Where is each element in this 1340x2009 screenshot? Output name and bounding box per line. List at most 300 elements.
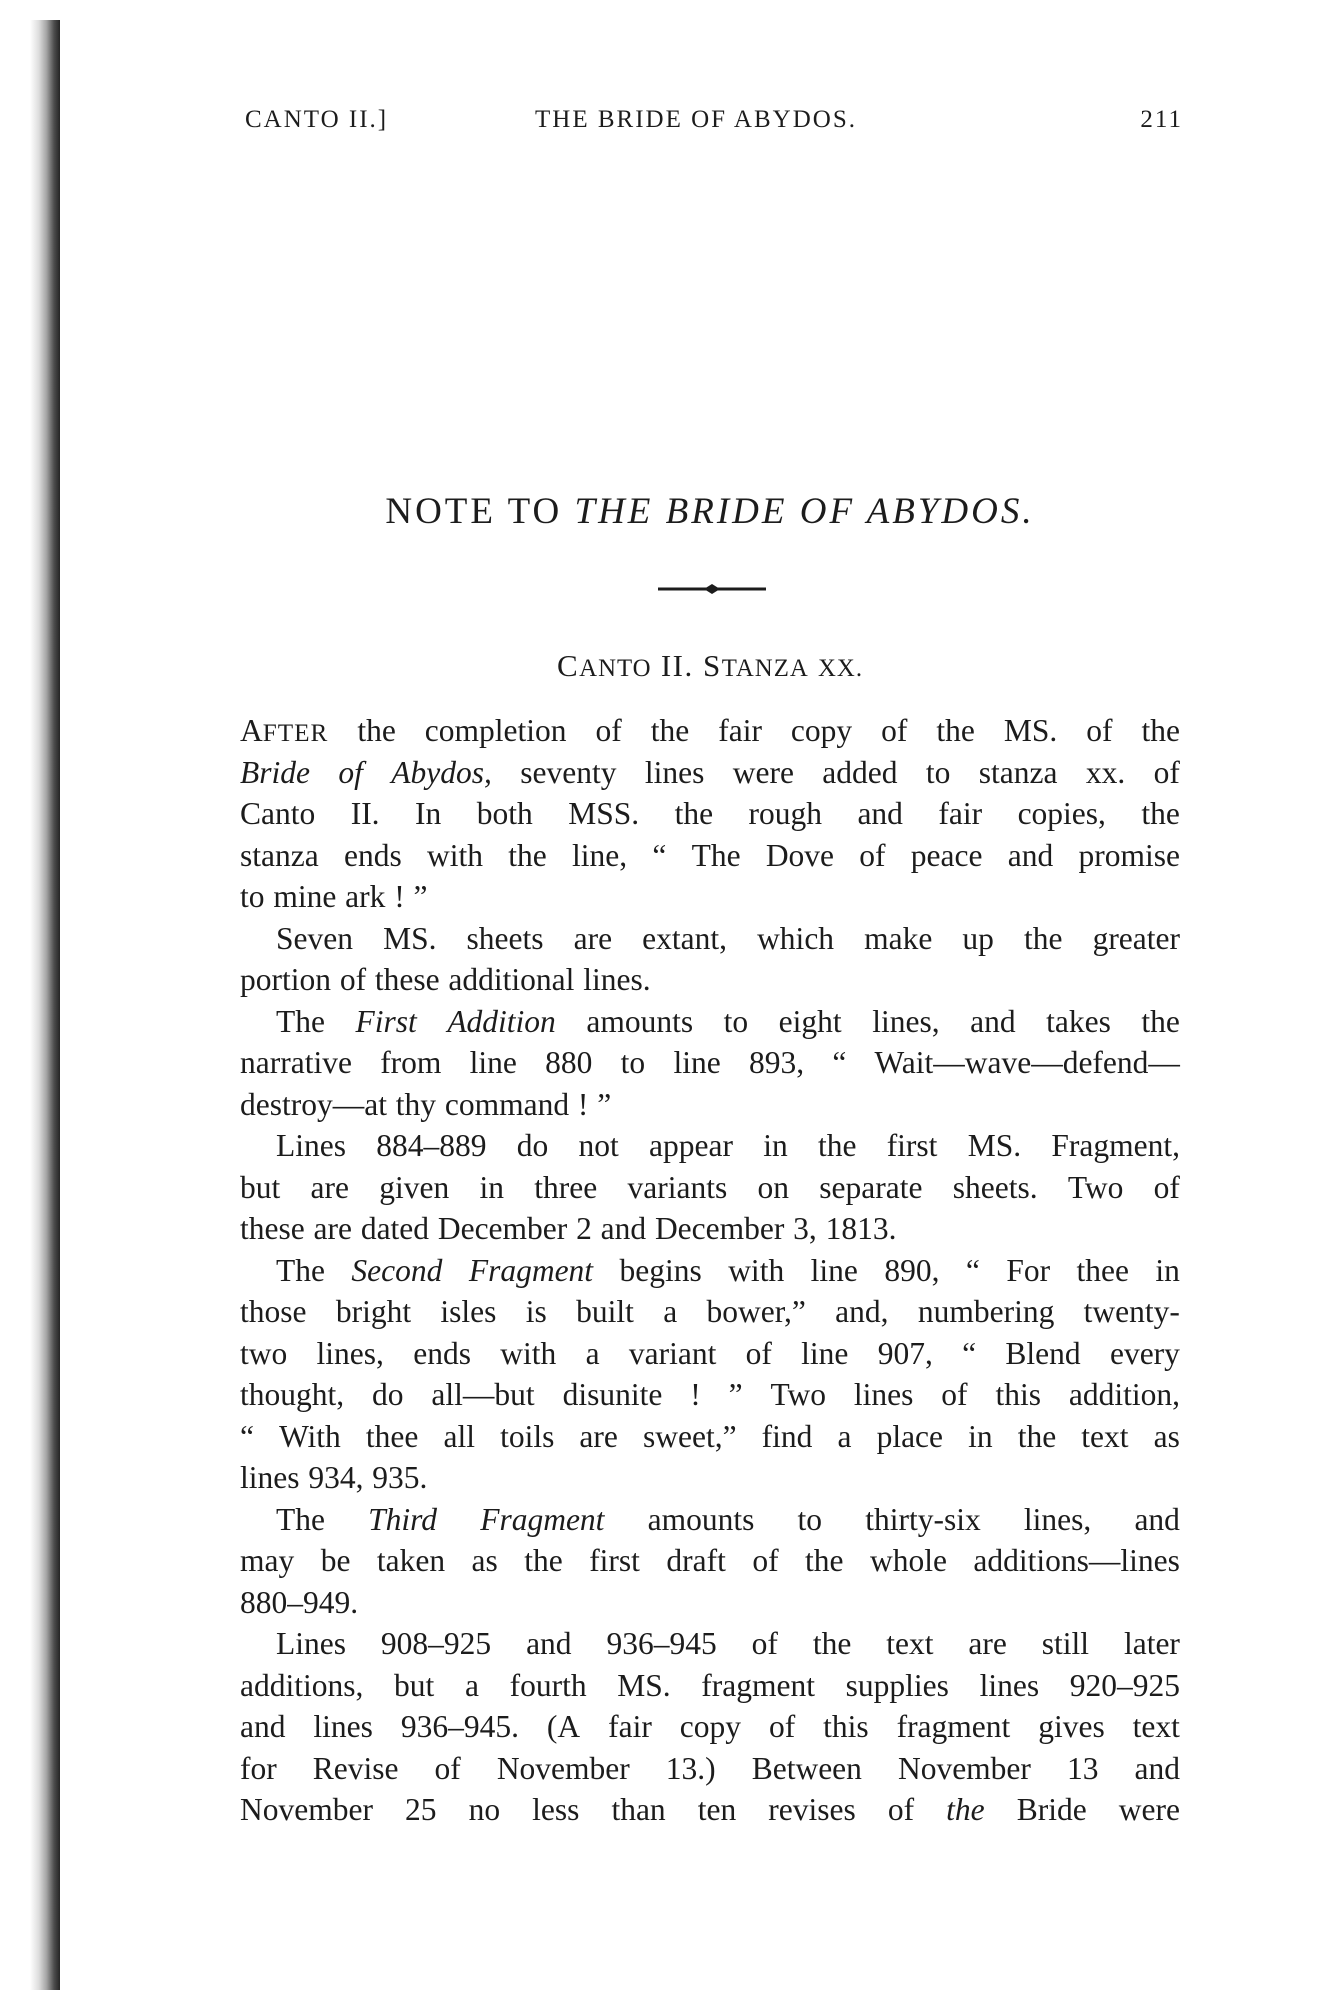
word: Third [368, 1501, 438, 1537]
word: November [897, 1750, 1031, 1786]
word: and [1007, 837, 1054, 873]
word: ends [413, 1335, 471, 1371]
word: ! [577, 1086, 589, 1122]
word: fair [938, 796, 983, 831]
word: supplies [845, 1667, 949, 1703]
text-line [240, 1499, 1180, 1541]
word: added [822, 754, 898, 790]
word: find [761, 1418, 813, 1454]
word: taken [376, 1543, 446, 1578]
word: draft [666, 1543, 726, 1578]
word: “ [965, 1252, 980, 1288]
word: MS. [617, 1667, 671, 1703]
word: stanza [240, 837, 319, 873]
word: 3, [793, 1211, 817, 1246]
word: be [320, 1543, 351, 1578]
word: and [857, 796, 903, 831]
word: but [394, 1667, 435, 1703]
word: not [578, 1128, 619, 1163]
word: in [479, 1169, 505, 1205]
word: these [374, 962, 440, 997]
text-line [240, 1084, 1180, 1126]
word: 880–949. [240, 1584, 359, 1620]
word: of [1153, 1169, 1180, 1205]
word: separate [819, 1169, 923, 1205]
word: and [1134, 1750, 1180, 1786]
word: disunite [562, 1377, 663, 1412]
word: 884–889 [376, 1128, 487, 1163]
word: In [415, 796, 442, 831]
word: make [864, 920, 933, 956]
word: Blend [1005, 1335, 1081, 1371]
word: The [276, 1501, 325, 1537]
word: is [525, 1294, 547, 1329]
word: 1813. [825, 1211, 897, 1246]
paragraph [240, 1499, 1180, 1624]
word: were [1118, 1792, 1180, 1827]
word: 907, [877, 1335, 933, 1371]
word: lines, [1023, 1501, 1092, 1537]
word: with [426, 837, 483, 873]
word: takes [1046, 1003, 1111, 1039]
word: two [240, 1335, 288, 1371]
word: Wait—wave—defend— [874, 1045, 1180, 1080]
word: line [469, 1045, 517, 1080]
word: lines, [316, 1335, 384, 1371]
note-title [240, 490, 1180, 533]
word: the [357, 713, 396, 748]
word: gives [1038, 1709, 1105, 1744]
word: Lines [276, 1626, 346, 1661]
word: both [476, 796, 533, 831]
word: of [881, 713, 908, 748]
word: fragment [896, 1709, 1011, 1744]
word: of [941, 1377, 968, 1412]
word: of [745, 1335, 772, 1371]
word: first [886, 1128, 938, 1163]
word: December [654, 1211, 785, 1246]
word: lines, [872, 1003, 940, 1039]
word: the [812, 1626, 852, 1661]
word: MSS. [568, 796, 640, 831]
word: to [797, 1501, 823, 1537]
word: are [579, 1418, 618, 1454]
word: copy [679, 1709, 741, 1744]
word: thirty-six [865, 1501, 981, 1537]
word: are [310, 1169, 349, 1205]
text-line [240, 1208, 1180, 1250]
word: variants [627, 1169, 728, 1205]
word: Between [751, 1750, 862, 1786]
word: copy [790, 713, 853, 748]
word: of [751, 1626, 778, 1661]
word: portion [240, 962, 331, 997]
word: the [674, 796, 714, 831]
word: of [1153, 754, 1180, 790]
note-body [240, 710, 1180, 1831]
word: The [276, 1252, 325, 1288]
word: 893, [748, 1045, 805, 1080]
word: additions, [240, 1667, 364, 1703]
word: completion [424, 713, 567, 748]
word: ” [728, 1377, 743, 1412]
word: 13 [1066, 1750, 1099, 1786]
word: “ [832, 1045, 847, 1080]
word: with [728, 1252, 785, 1288]
word: as [1153, 1418, 1180, 1454]
stanza-heading [240, 648, 1180, 684]
text-line [240, 1001, 1180, 1043]
word: xx. [1085, 754, 1126, 790]
word: lines. [583, 962, 651, 997]
word: lines [853, 1377, 914, 1412]
word: appear [649, 1128, 733, 1163]
word: 936–945. [400, 1709, 519, 1744]
word: MS. [1003, 713, 1058, 748]
word: fragment [701, 1667, 815, 1703]
word: the [508, 837, 547, 873]
text-line [240, 1250, 1180, 1292]
word: ten [697, 1792, 737, 1827]
word: place [876, 1418, 944, 1454]
word: MS. [967, 1128, 1022, 1163]
header-section: CANTO II.] [245, 106, 389, 133]
word: 13.) [665, 1750, 716, 1786]
text-line [240, 876, 1180, 918]
word: Abydos, [391, 754, 492, 790]
canto-cap: C [556, 648, 580, 683]
word: fair [718, 713, 762, 748]
text-line [240, 1457, 1180, 1499]
word: with [500, 1335, 557, 1371]
word: a [663, 1294, 678, 1329]
word: First [355, 1003, 417, 1039]
word: sheets [466, 920, 544, 956]
word: the [650, 713, 690, 748]
word: lines [644, 754, 705, 790]
text-line [240, 1291, 1180, 1333]
word: text [1081, 1418, 1129, 1454]
word: the [1017, 1418, 1057, 1454]
canto-rest: ANTO [579, 655, 652, 682]
word: 25 [405, 1792, 437, 1827]
paragraph [240, 1250, 1180, 1499]
word: the [936, 713, 975, 748]
word: sweet,” [642, 1418, 737, 1454]
word: 2 [576, 1211, 592, 1246]
paragraph [240, 1623, 1180, 1831]
word: II. [350, 796, 380, 831]
word: whole [869, 1543, 947, 1578]
word: of [887, 1792, 915, 1827]
canto-number: II. [660, 648, 694, 683]
word: narrative [240, 1045, 352, 1080]
text-line [240, 793, 1180, 835]
word: of [338, 754, 363, 790]
word: line, [571, 837, 628, 873]
word: 880 [545, 1045, 593, 1080]
word: fourth [509, 1667, 587, 1703]
word: of [595, 713, 622, 748]
word: Lines [276, 1128, 346, 1163]
word: ” [597, 1086, 612, 1122]
text-line [240, 1789, 1180, 1831]
word: additional [448, 962, 575, 997]
word: in [968, 1418, 993, 1454]
word: AFTER [240, 713, 329, 748]
word: November [496, 1750, 630, 1786]
word: 908–925 [380, 1626, 492, 1661]
word: were [732, 754, 794, 790]
word: fair [608, 1709, 652, 1744]
word: dated [360, 1211, 430, 1246]
word: text [886, 1626, 934, 1661]
text-line [240, 1623, 1180, 1665]
word: on [757, 1169, 789, 1205]
word: are [968, 1626, 1007, 1661]
word: the [1141, 1003, 1180, 1039]
word: of [768, 1709, 796, 1744]
word: Second [351, 1252, 443, 1288]
word: lines [240, 1460, 300, 1495]
running-header [245, 106, 1183, 146]
word: the [1141, 796, 1180, 831]
word: the [946, 1792, 985, 1827]
word: bright [335, 1294, 412, 1329]
word: lines [979, 1667, 1040, 1703]
word: peace [910, 837, 983, 873]
word: The [276, 1003, 325, 1039]
word: line [801, 1335, 849, 1371]
text-line [240, 1333, 1180, 1375]
word: amounts [647, 1501, 755, 1537]
stanza-rest: TANZA [721, 655, 809, 682]
word: Bride [1016, 1792, 1087, 1827]
text-line [240, 1665, 1180, 1707]
paragraph [240, 710, 1180, 918]
word: given [379, 1169, 450, 1205]
word: to [723, 1003, 749, 1039]
word: these [240, 1211, 305, 1246]
word: 936–945 [606, 1626, 717, 1661]
word: bower,” [706, 1294, 806, 1329]
word: November [240, 1792, 373, 1827]
text-line [240, 1582, 1180, 1624]
word: thee [365, 1418, 419, 1454]
word: and, [835, 1294, 889, 1329]
word: the [1141, 713, 1180, 748]
word: begins [619, 1252, 702, 1288]
word: command [444, 1086, 570, 1122]
word: first [589, 1543, 640, 1578]
word: to [925, 754, 951, 790]
word: and [970, 1003, 1016, 1039]
word: Fragment [480, 1501, 605, 1537]
word: three [534, 1169, 598, 1205]
word: ! [394, 879, 405, 914]
word: 934, [308, 1460, 364, 1495]
word: of [1086, 713, 1113, 748]
text-line [240, 1042, 1180, 1084]
word: later [1123, 1626, 1180, 1661]
text-line [240, 1125, 1180, 1167]
word: Two [1067, 1169, 1124, 1205]
word: With [279, 1418, 341, 1454]
word: copies, [1017, 796, 1106, 831]
word: the [805, 1543, 844, 1578]
word: and [240, 1709, 286, 1744]
word: revises [768, 1792, 856, 1827]
word: numbering [917, 1294, 1055, 1329]
word: are [313, 1211, 352, 1246]
word: Bride [240, 754, 310, 790]
paragraph [240, 918, 1180, 1001]
text-line [240, 1374, 1180, 1416]
word: no [468, 1792, 501, 1827]
word: all [443, 1418, 475, 1454]
word: ends [343, 837, 402, 873]
word: this [995, 1377, 1041, 1412]
word: the [817, 1128, 857, 1163]
word: line [810, 1252, 858, 1288]
stanza-cap: S [702, 648, 722, 683]
text-line [240, 1706, 1180, 1748]
word: “ [962, 1335, 977, 1371]
word: seventy [520, 754, 617, 790]
word: this [823, 1709, 869, 1744]
word: lines [313, 1709, 373, 1744]
word: those [240, 1294, 307, 1329]
word: eight [778, 1003, 842, 1039]
word: MS. [383, 920, 437, 956]
word: are [573, 920, 613, 956]
word: a [585, 1335, 600, 1371]
word: and [1134, 1501, 1180, 1537]
text-line [240, 835, 1180, 877]
word: of [434, 1750, 461, 1786]
word: “ [240, 1418, 254, 1454]
word: 920–925 [1069, 1667, 1180, 1703]
word: extant, [642, 920, 727, 956]
word: as [471, 1543, 498, 1578]
word: thought, [240, 1377, 345, 1412]
paragraph [240, 1001, 1180, 1126]
word: of [859, 837, 886, 873]
word: ” [413, 879, 428, 914]
word: Revise [312, 1750, 399, 1786]
word: line [673, 1045, 721, 1080]
word: twenty- [1083, 1294, 1180, 1329]
word: to [620, 1045, 646, 1080]
text-line [240, 959, 1180, 1001]
word: The [691, 837, 741, 873]
word: addition, [1068, 1377, 1180, 1412]
word: 935. [372, 1460, 428, 1495]
paragraph [240, 1125, 1180, 1250]
word: Canto [240, 796, 316, 831]
word: may [240, 1543, 295, 1578]
word: in [763, 1128, 788, 1163]
word: rough [748, 796, 822, 831]
word: every [1109, 1335, 1180, 1371]
ornament-rule-icon [656, 582, 768, 596]
word: and [600, 1211, 647, 1246]
word: a [464, 1667, 479, 1703]
word: stanza [978, 754, 1058, 790]
text-line [240, 918, 1180, 960]
word: isles [440, 1294, 497, 1329]
text-line [240, 1416, 1180, 1458]
word: up [962, 920, 994, 956]
word: sheets. [952, 1169, 1038, 1205]
word: Addition [447, 1003, 556, 1039]
word: and [526, 1626, 572, 1661]
word: still [1041, 1626, 1090, 1661]
word: For [1006, 1252, 1051, 1288]
word: of [339, 962, 367, 997]
word: amounts [586, 1003, 694, 1039]
word: December [437, 1211, 568, 1246]
word: Fragment [468, 1252, 594, 1288]
word: built [576, 1294, 634, 1329]
word: Fragment, [1051, 1128, 1180, 1163]
page-number: 211 [1140, 106, 1183, 133]
word: Seven [276, 920, 353, 956]
word: (A [546, 1709, 581, 1744]
word: which [757, 920, 835, 956]
note-title-prefix: NOTE TO [385, 491, 563, 532]
word: 890, [884, 1252, 940, 1288]
word: greater [1092, 920, 1180, 956]
word: but [240, 1169, 281, 1205]
word: destroy—at [240, 1086, 387, 1122]
word: than [611, 1792, 666, 1827]
word: in [1155, 1252, 1180, 1288]
text-line [240, 752, 1180, 794]
word: ark [345, 879, 386, 914]
word: from [380, 1045, 442, 1080]
word: the [1024, 920, 1063, 956]
word: of [752, 1543, 779, 1578]
stanza-number: XX. [818, 655, 864, 682]
word: thy [395, 1086, 437, 1122]
word: text [1132, 1709, 1180, 1744]
word: mine [273, 879, 337, 914]
word: promise [1078, 837, 1180, 873]
word: for [240, 1750, 277, 1786]
book-binding-shadow [30, 20, 60, 1990]
word: toils [500, 1418, 555, 1454]
word: variant [628, 1335, 717, 1371]
word: all—but [431, 1377, 535, 1412]
word: to [240, 879, 265, 914]
header-title: THE BRIDE OF ABYDOS. [535, 106, 857, 133]
word: thee [1076, 1252, 1129, 1288]
text-line [240, 1540, 1180, 1582]
word: the [524, 1543, 563, 1578]
word: Dove [765, 837, 835, 873]
note-title-italic: THE BRIDE OF ABYDOS. [574, 491, 1035, 532]
word: do [516, 1128, 549, 1163]
text-line [240, 710, 1180, 752]
word: a [837, 1418, 852, 1454]
word: less [532, 1792, 580, 1827]
word: additions—lines [973, 1543, 1180, 1578]
text-line [240, 1167, 1180, 1209]
word: Two [770, 1377, 827, 1412]
text-line [240, 1748, 1180, 1790]
word: “ [652, 837, 667, 873]
